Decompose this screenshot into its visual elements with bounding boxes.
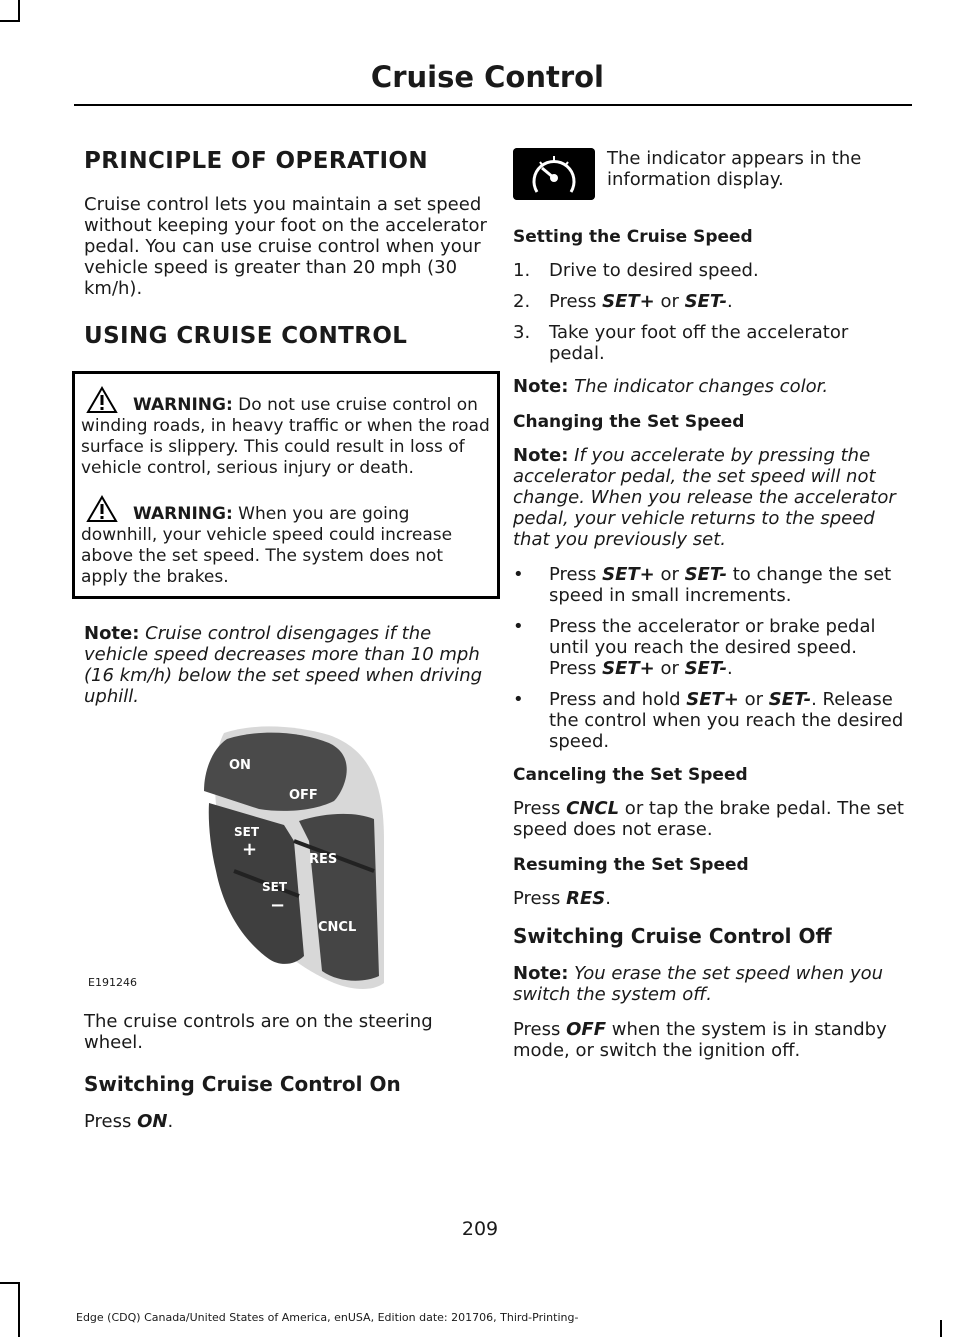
paragraph-resume: [513, 888, 908, 909]
list-item: [513, 689, 908, 752]
steering-wheel-buttons-illustration: [84, 721, 480, 999]
list-item: [513, 291, 908, 312]
key-set-plus: SET+: [602, 564, 655, 585]
key-on: ON: [137, 1111, 168, 1132]
step-number: 2.: [513, 291, 531, 312]
text: Press the accelerator or brake pedal until you reach the desired speed. Press: [549, 616, 876, 679]
button-off-label: OFF: [289, 788, 318, 803]
key-set-plus: SET+: [686, 689, 739, 710]
cruise-controls-figure: [84, 721, 480, 999]
note-disengage: [84, 623, 494, 707]
text: or tap the brake pedal. The set speed does not erase.: [513, 798, 904, 840]
warning-text: Do not use cruise control on winding roads, in heavy traffic or when the road surface is slippery. This could result in loss of vehicle control, serious injury or death.: [81, 395, 490, 478]
page-title: Cruise Control: [370, 60, 604, 94]
key-set-plus: SET+: [602, 291, 655, 312]
button-on-label: ON: [229, 758, 251, 773]
paragraph-cancel: [513, 798, 908, 840]
text: Press: [84, 1111, 138, 1132]
indicator-row: [513, 148, 908, 200]
heading-resuming: Resuming the Set Speed: [513, 855, 749, 875]
crop-mark: [0, 1282, 18, 1284]
paragraph-principle: Cruise control lets you maintain a set speed without keeping your foot on the accelerator pedal. You can use cruise control when your vehicle speed is greater than 20 mph (30 km/h).: [84, 194, 487, 299]
heading-principle: PRINCIPLE OF OPERATION: [84, 148, 429, 174]
heading-changing: Changing the Set Speed: [513, 412, 745, 432]
figure-id: E191246: [88, 976, 137, 989]
header-rule: [74, 104, 912, 106]
text: Press: [513, 1019, 567, 1040]
button-set-minus-label: SET: [262, 880, 288, 894]
crop-mark: [0, 20, 18, 22]
warning-2: [81, 493, 491, 588]
text: .: [726, 658, 733, 679]
edition-line: Edge (CDQ) Canada/United States of America, enUSA, Edition date: 201706, Third-Printing-: [76, 1311, 579, 1324]
bullet: •: [513, 564, 524, 585]
note-color: [513, 376, 908, 397]
note-accelerate: [513, 445, 908, 550]
text: or: [738, 689, 769, 710]
right-column: [513, 148, 908, 1075]
warning-icon: [85, 493, 133, 523]
text: Press and hold: [549, 689, 687, 710]
key-off: OFF: [566, 1019, 607, 1040]
key-res: RES: [566, 888, 606, 909]
left-column: [81, 146, 494, 1146]
speedometer-icon: [513, 148, 595, 200]
warning-box: [72, 371, 500, 599]
text: Press: [549, 291, 603, 312]
text: or: [654, 564, 685, 585]
key-cncl: CNCL: [566, 798, 620, 819]
key-set-minus: SET-: [684, 291, 727, 312]
plus-sign: +: [242, 839, 258, 860]
text: Press: [513, 888, 567, 909]
note-text: You erase the set speed when you switch the system off.: [513, 963, 884, 1005]
text: .: [605, 888, 611, 909]
text: .: [726, 291, 733, 312]
text: or: [654, 658, 685, 679]
text: . Release the control when you reach the desired speed.: [549, 689, 904, 752]
button-res-label: RES: [309, 852, 338, 867]
text: Press: [549, 564, 603, 585]
list-item: [513, 616, 908, 679]
indicator-text: The indicator appears in the information display.: [607, 148, 862, 190]
button-cncl-label: CNCL: [318, 920, 357, 935]
bullet: •: [513, 689, 524, 710]
key-set-plus: SET+: [602, 658, 655, 679]
changing-bullets: [513, 564, 908, 752]
step-text: Drive to desired speed.: [549, 260, 759, 281]
list-item: [513, 322, 908, 364]
key-set-minus: SET-: [768, 689, 812, 710]
text: when the system is in standby mode, or switch the ignition off.: [513, 1019, 887, 1061]
minus-sign: −: [270, 895, 286, 916]
heading-switching-off: Switching Cruise Control Off: [513, 924, 832, 948]
step-text: Take your foot off the accelerator pedal.: [549, 322, 849, 364]
setting-steps: [513, 260, 908, 364]
paragraph-off: [513, 1019, 908, 1061]
heading-canceling: Canceling the Set Speed: [513, 765, 748, 785]
heading-setting: Setting the Cruise Speed: [513, 227, 753, 247]
bullet: •: [513, 616, 524, 637]
note-text: If you accelerate by pressing the accelerator pedal, the set speed will not change. When you release the accelerator pedal, your vehicle returns to the speed that you previously set.: [513, 445, 896, 550]
paragraph-press-on: [84, 1111, 494, 1132]
text: .: [167, 1111, 174, 1132]
note-text: The indicator changes color.: [568, 376, 829, 397]
warning-label: WARNING:: [133, 395, 233, 415]
warning-1: [81, 384, 491, 479]
note-text: Cruise control disengages if the vehicle speed decreases more than 10 mph (16 km/h) below the set speed when driving uphill.: [84, 623, 483, 707]
crop-mark: [18, 0, 20, 22]
crop-mark: [940, 1320, 942, 1337]
note-erase: [513, 963, 908, 1005]
note-label: Note:: [513, 445, 569, 466]
text: to change the set speed in small increments.: [549, 564, 892, 606]
page-number: 209: [461, 1218, 499, 1240]
text: or: [654, 291, 685, 312]
note-label: Note:: [84, 623, 140, 644]
key-set-minus: SET-: [684, 658, 727, 679]
warning-icon: [85, 384, 133, 414]
button-set-plus-label: SET: [234, 825, 260, 839]
warning-text: When you are going downhill, your vehicle speed could increase above the set speed. The system does not apply the brakes.: [81, 504, 453, 587]
note-label: Note:: [513, 376, 569, 397]
note-label: Note:: [513, 963, 569, 984]
heading-using: USING CRUISE CONTROL: [84, 323, 408, 349]
key-set-minus: SET-: [684, 564, 727, 585]
paragraph-controls: The cruise controls are on the steering wheel.: [84, 1011, 433, 1053]
warning-label: WARNING:: [133, 504, 233, 524]
heading-switching-on: Switching Cruise Control On: [84, 1072, 401, 1096]
list-item: [513, 564, 908, 606]
step-number: 3.: [513, 322, 531, 343]
list-item: [513, 260, 908, 281]
step-number: 1.: [513, 260, 531, 281]
text: Press: [513, 798, 567, 819]
crop-mark: [18, 1282, 20, 1337]
